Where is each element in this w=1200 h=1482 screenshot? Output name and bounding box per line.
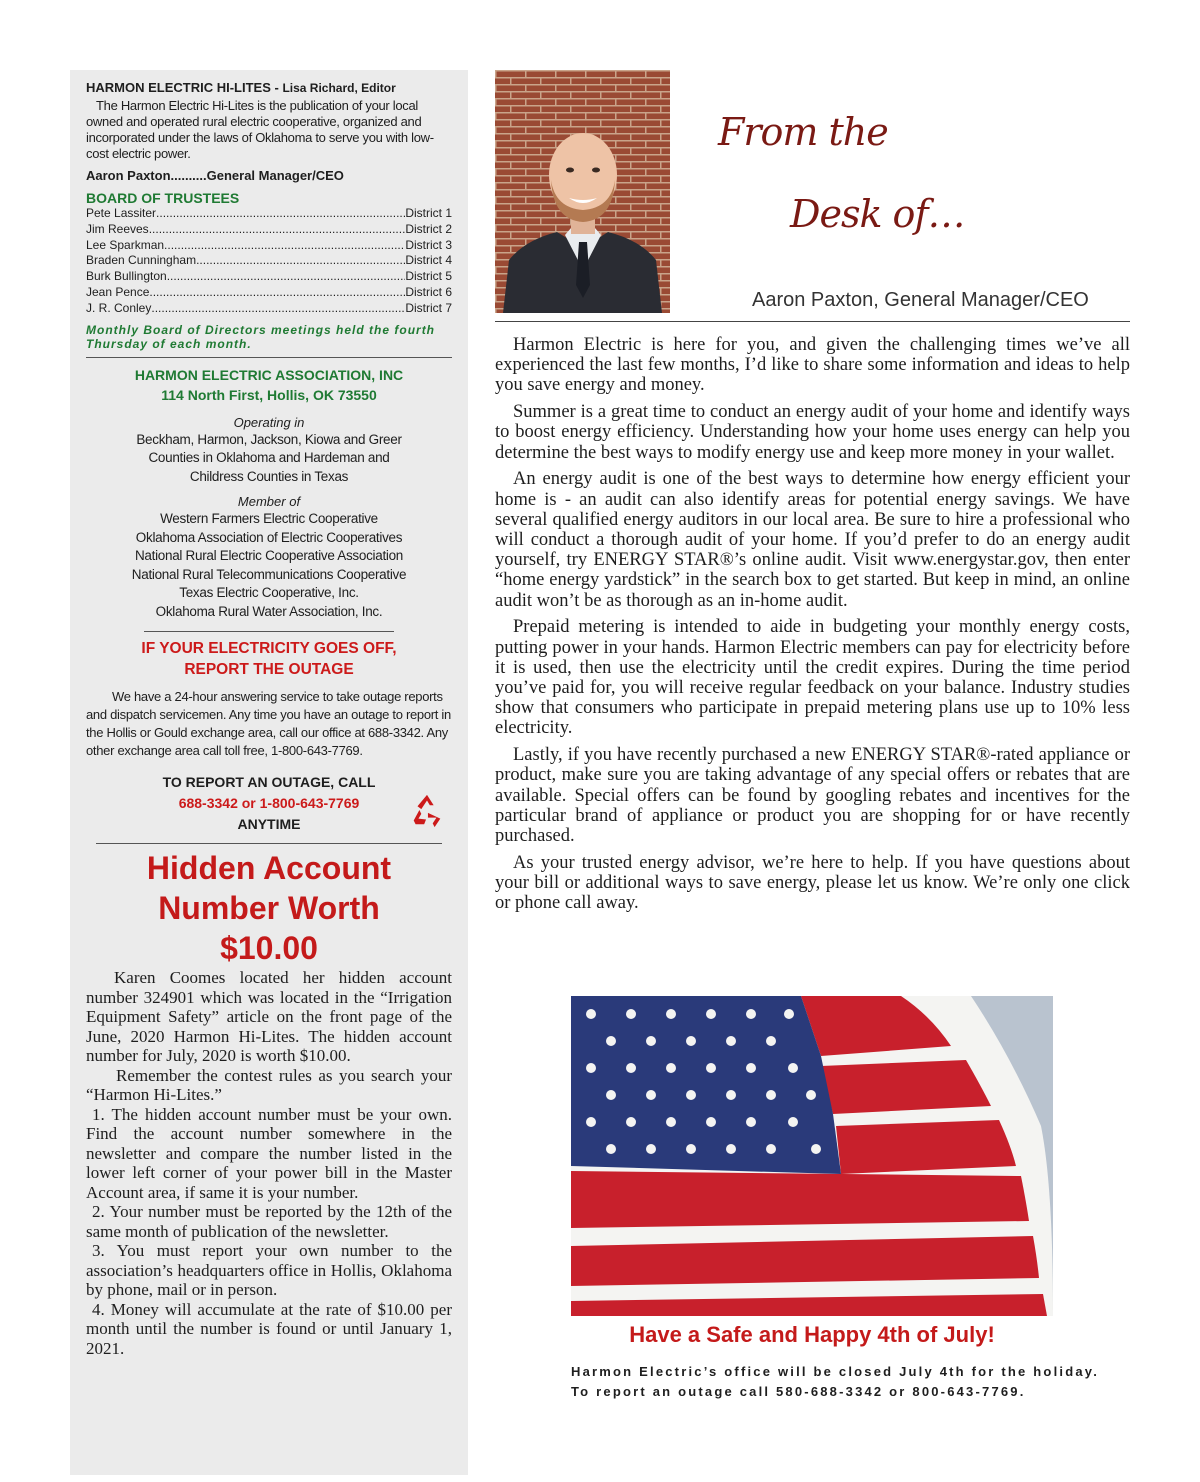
- contest-paragraph: Karen Coomes located her hidden account number 324901 which was located in the “Irrigation Equipment Safety” article on the front page of the June, 2020 Harmon Hi-Lites. The hidden account number for July, 2020 is worth $10.00.: [86, 968, 452, 1066]
- member-item: Oklahoma Rural Water Association, Inc.: [155, 603, 383, 619]
- trustee-name: Lee Sparkman: [86, 237, 165, 252]
- association-block: [86, 365, 452, 405]
- report-line: ANYTIME: [237, 816, 301, 833]
- flag-caption: Have a Safe and Happy 4th of July!: [629, 1322, 995, 1347]
- member-item: Western Farmers Electric Cooperative: [160, 511, 378, 527]
- trustee-name: Jim Reeves: [86, 221, 149, 236]
- trustee-name: Burk Bullington: [86, 269, 167, 284]
- outage-contact-line: To report an outage call 580-688-3342 or 800-643-7769.: [571, 1384, 1026, 1399]
- members-list: [86, 510, 452, 621]
- trustee-district: District 5: [405, 269, 452, 284]
- contest-title-line: Number Worth: [158, 890, 380, 927]
- trustee-district: District 3: [405, 237, 452, 252]
- contest-rule: 2. Your number must be reported by the 12th of the same month of publication of the newsletter.: [86, 1202, 452, 1241]
- trustee-district: District 2: [405, 221, 452, 236]
- general-manager-line: Aaron Paxton..........General Manager/CEO: [86, 168, 344, 183]
- contest-rule: 3. You must report your own number to the association’s headquarters office in Hollis, Oklahoma by phone, mail or in person.: [86, 1241, 452, 1300]
- trustee-name: Jean Pence: [86, 284, 150, 299]
- article-paragraph: Harmon Electric is here for you, and given the challenging times we’ve all experienced the last few months, I’d like to share some information and ideas to help you save energy and money.: [495, 335, 1130, 396]
- report-phone-numbers: 688-3342 or 1-800-643-7769: [178, 795, 360, 812]
- trustee-district: District 6: [405, 284, 452, 299]
- report-outage-block: [86, 772, 452, 835]
- from-the-script: From the: [718, 110, 888, 154]
- association-address: 114 North First, Hollis, OK 73550: [161, 386, 377, 403]
- divider: [495, 321, 1130, 322]
- meetings-note: Monthly Board of Directors meetings held the fourth Thursday of each month.: [86, 323, 452, 358]
- masthead-editor: Lisa Richard, Editor: [282, 81, 396, 95]
- article-paragraph: As your trusted energy advisor, we’re here to help. If you have questions about your bill or additional ways to save energy, please let us know. We’re only one click or phone call away.: [495, 852, 1130, 914]
- article-paragraph: Prepaid metering is intended to aide in budgeting your monthly energy costs, putting power in your hands. Harmon Electric members can pay for electricity before it is used, then use the electricity until the credit expires. During the time period you’ve paid for, you will receive regular feedback on your balance. Industry studies show that consumers who participate in prepaid metering plans use up to 10% less electricity.: [495, 617, 1130, 739]
- article-paragraph: An energy audit is one of the best ways to determine how energy efficient your home is - an audit can also identify areas for potential energy savings. We have several qualified energy auditors in our local area. Be sure to hire a professional who will conduct a thorough audit of your home. If you’d prefer to do an energy audit yourself, try ENERGY STAR®’s online audit. Visit www.energystar.gov, then enter “home energy yardstick” in the search box to get started. But keep in mind, an online audit won’t be as thorough as an in-home audit.: [495, 469, 1130, 611]
- outage-heading: [86, 638, 452, 680]
- trustee-name: Braden Cunningham: [86, 253, 197, 268]
- trustee-district: District 4: [405, 253, 452, 268]
- article-paragraph: Summer is a great time to conduct an energy audit of your home and identify ways to boost energy efficiency. Understanding how your home uses energy can help you determine the best ways to modify energy use and keep more money in your wallet.: [495, 402, 1130, 463]
- portrait-illustration: [495, 70, 670, 313]
- report-line: TO REPORT AN OUTAGE, CALL: [162, 774, 376, 791]
- trustee-row: [86, 238, 452, 254]
- contest-title: [86, 848, 452, 968]
- article-body: [495, 335, 1130, 920]
- trustee-district: District 7: [405, 300, 452, 315]
- trustee-district: District 1: [405, 206, 452, 220]
- portrait-photo: [495, 70, 670, 313]
- contest-rule: 4. Money will accumulate at the rate of $10.00 per month until the number is found or until January 1, 2021.: [86, 1299, 452, 1358]
- member-item: National Rural Telecommunications Cooperative: [131, 566, 407, 582]
- trustee-row: [86, 253, 452, 269]
- divider: [144, 631, 394, 632]
- trustee-row: [86, 206, 452, 222]
- contest-title-line: Hidden Account: [146, 850, 392, 887]
- member-item: Texas Electric Cooperative, Inc.: [179, 585, 359, 601]
- trustee-row: [86, 285, 452, 301]
- member-item: Oklahoma Association of Electric Cooperatives: [135, 529, 403, 545]
- desk-of-script: Desk of…: [790, 192, 965, 236]
- contest-body: [86, 968, 452, 1358]
- contest-title-amount: $10.00: [220, 930, 318, 967]
- sidebar: [70, 70, 468, 1475]
- contest-paragraph: Remember the contest rules as you search your “Harmon Hi-Lites.”: [86, 1065, 452, 1105]
- article-paragraph: Lastly, if you have recently purchased a new ENERGY STAR®-rated appliance or product, make sure you are taking advantage of any special offers or rebates that are available. Special offers can be found by googling rebates and incentives for the particular brand of appliance or product you are shopping for or have recently purchased.: [495, 745, 1130, 847]
- member-label: Member of: [237, 494, 301, 510]
- contest-rule: 1. The hidden account number must be your own. Find the account number somewhere in the newsletter and compare the number listed in the lower left corner of your power bill in the Master Account area, if same it is your number.: [86, 1104, 452, 1202]
- trustees-list: [86, 206, 452, 317]
- divider: [96, 843, 442, 844]
- holiday-notice: [571, 1362, 1099, 1402]
- american-flag-image: [571, 996, 1053, 1316]
- masthead: [86, 80, 452, 96]
- outage-text: We have a 24-hour answering service to take outage reports and dispatch servicemen. Any time you have an outage to report in the Hollis or Gould exchange area, call our office at 688-3342. Any other exchange area call toll free, 1-800-643-7769.: [86, 689, 451, 759]
- masthead-title: HARMON ELECTRIC HI-LITES -: [86, 80, 283, 95]
- american-flag-icon: [571, 996, 1053, 1316]
- trustees-heading: BOARD OF TRUSTEES: [86, 190, 240, 206]
- outage-heading-line: IF YOUR ELECTRICITY GOES OFF,: [141, 640, 397, 658]
- trustee-name: Pete Lassiter: [86, 206, 157, 220]
- operating-label: Operating in: [233, 414, 305, 430]
- operating-text: Beckham, Harmon, Jackson, Kiowa and Greer Counties in Oklahoma and Hardeman and Childress Counties in Texas: [136, 431, 402, 484]
- outage-heading-line: REPORT THE OUTAGE: [184, 661, 354, 679]
- trustee-row: [86, 301, 452, 317]
- member-item: National Rural Electric Cooperative Association: [134, 548, 404, 564]
- holiday-notice-line: Harmon Electric’s office will be closed July 4th for the holiday.: [571, 1364, 1100, 1379]
- association-name: HARMON ELECTRIC ASSOCIATION, INC: [134, 366, 404, 383]
- intro-text: The Harmon Electric Hi-Lites is the publication of your local owned and operated rural electric cooperative, organized and incorporated under the laws of Oklahoma to serve you with low-cost electric power.: [86, 98, 434, 161]
- trustee-name: J. R. Conley: [86, 300, 152, 315]
- byline: Aaron Paxton, General Manager/CEO: [752, 289, 1089, 311]
- recycle-icon: [408, 792, 446, 830]
- trustee-row: [86, 269, 452, 285]
- trustee-row: [86, 222, 452, 238]
